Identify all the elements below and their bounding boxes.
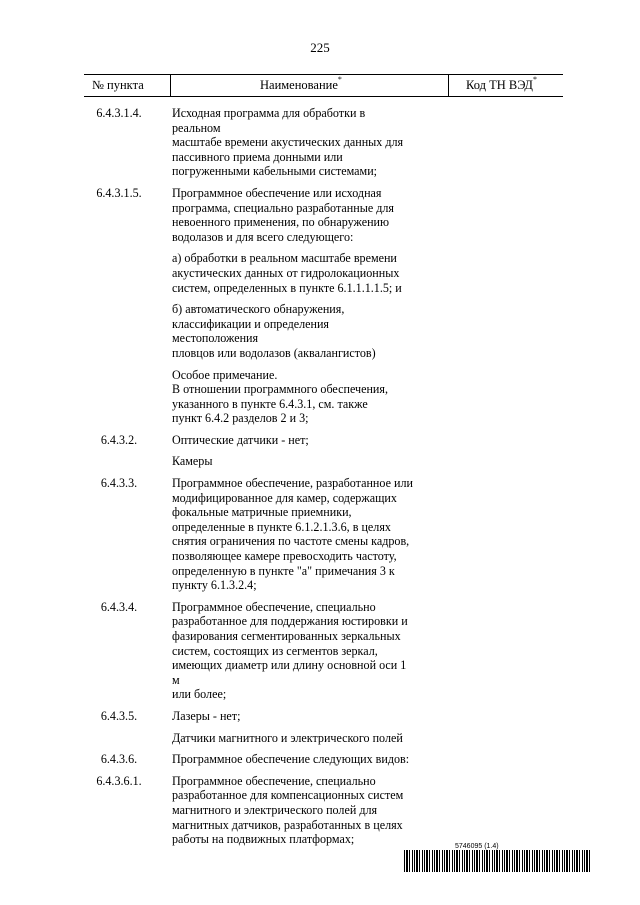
table-row	[84, 454, 414, 469]
row-text: Исходная программа для обработки в реальном масштабе времени акустических данных для пассивного приема донными или погруженными кабельными системами;	[172, 106, 404, 179]
row-text: Программное обеспечение, разработанное или модифицированное для камер, содержащих фокальные матричные приемники, определенные в пункте 6.1.2.1.3.6, в целях снятия ограничения по частоте смены кадров, позволяющее камере превосходить частоту, определенную в пункте "а" примечания 3 к пункту 6.1.3.2.4;	[172, 476, 413, 593]
barcode-icon	[404, 850, 590, 872]
row-number: 6.4.3.2.	[100, 432, 138, 447]
header-col-code	[466, 75, 537, 93]
row-text: б) автоматического обнаружения, классификации и определения местоположения пловцов или водолазов (аквалангистов)	[172, 302, 376, 360]
header-divider	[170, 75, 171, 96]
table-header	[84, 74, 563, 97]
barcode-label: 5746095 (1.4)	[455, 843, 499, 850]
row-number: 6.4.3.6.	[100, 752, 138, 767]
row-text: Камеры	[172, 454, 213, 469]
header-col-number: № пункта	[92, 78, 144, 92]
row-text: Лазеры - нет;	[172, 708, 241, 723]
table-row	[84, 774, 414, 847]
row-number: 6.4.3.1.4.	[96, 106, 142, 120]
row-number: 6.4.3.3.	[100, 476, 138, 491]
table-row	[84, 731, 414, 746]
table-row	[84, 186, 414, 244]
row-text: Программное обеспечение, специально разработанное для компенсационных систем магнитного и электрического полей для магнитных датчиков, разработанных в целях работы на подвижных платформах;	[172, 773, 404, 847]
row-text: Программное обеспечение или исходная программа, специально разработанные для невоенного применения, по обнаружению водолазов и для всего следующего:	[172, 185, 394, 244]
page-number: 225	[310, 40, 330, 55]
row-number: 6.4.3.4.	[100, 599, 138, 614]
header-col-code-label: Код ТН ВЭД	[466, 78, 533, 92]
table-row	[84, 709, 414, 724]
row-text: а) обработки в реальном масштабе времени акустических данных от гидролокационных систем, определенных в пункте 6.1.1.1.1.5; и	[172, 251, 402, 295]
header-col-name	[260, 75, 342, 93]
row-text: Датчики магнитного и электрического полей	[172, 730, 403, 745]
row-number: 6.4.3.6.1.	[96, 773, 142, 788]
table-row	[84, 368, 414, 426]
footnote-mark: *	[337, 75, 342, 84]
row-text: Программное обеспечение, специально разработанное для поддержания юстировки и фазирования сегментированных зеркальных систем, состоящих из сегментов зеркал, имеющих диаметр или длину основной оси 1 м или более;	[172, 599, 408, 702]
table-row	[84, 600, 414, 702]
footnote-mark: *	[532, 75, 537, 84]
table-row	[84, 251, 414, 295]
table-row	[84, 433, 414, 448]
table-row	[84, 106, 414, 179]
table-row	[84, 752, 414, 767]
table-body	[84, 106, 414, 854]
row-text: Программное обеспечение следующих видов:	[172, 752, 410, 767]
header-col-name-label: Наименование	[260, 78, 338, 92]
row-number: 6.4.3.5.	[100, 708, 138, 723]
row-text: Оптические датчики - нет;	[172, 432, 309, 447]
table-row	[84, 476, 414, 593]
header-divider	[448, 75, 449, 96]
row-number: 6.4.3.1.5.	[96, 185, 142, 200]
table-row	[84, 302, 414, 360]
row-text: Особое примечание. В отношении программного обеспечения, указанного в пункте 6.4.3.1, см. также пункт 6.4.2 разделов 2 и 3;	[172, 367, 388, 426]
